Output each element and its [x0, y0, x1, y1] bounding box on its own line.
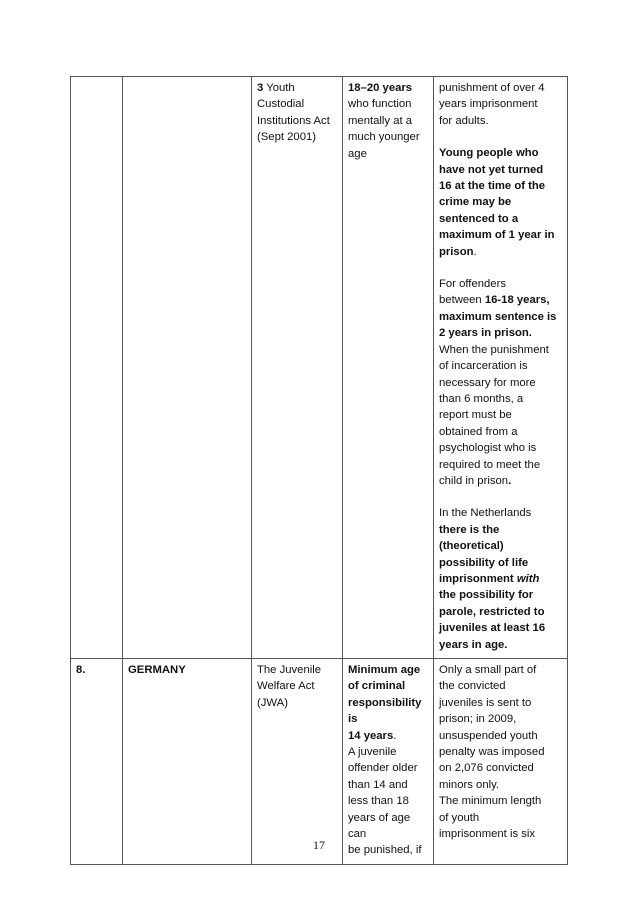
text-line: of incarceration is — [439, 360, 528, 373]
bold-line: . — [508, 474, 512, 487]
punishment-cell — [434, 659, 568, 865]
bold-line: the possibility for — [439, 589, 534, 602]
bold-line: of criminal — [348, 680, 406, 693]
text-line: years imprisonment — [439, 98, 538, 111]
bold-line: 16-18 years, — [484, 294, 550, 307]
country-cell — [123, 659, 252, 865]
bold-line: there is the — [439, 523, 500, 536]
text-line: be punished, if — [348, 844, 422, 857]
text-line: offender older — [348, 762, 418, 775]
text-line: on 2,076 convicted — [439, 762, 534, 775]
text-line: unsuspended youth — [439, 729, 538, 742]
text-line: between — [439, 294, 485, 307]
age-line: mentally at a — [348, 114, 413, 127]
text-line: psychologist who is — [439, 442, 537, 455]
text-line: report must be — [439, 409, 512, 422]
text-line: imprisonment is six — [439, 828, 536, 841]
row-number-cell — [71, 77, 123, 659]
age-cell — [343, 77, 434, 659]
text-line: For offenders — [439, 278, 506, 291]
row-number-cell — [71, 659, 123, 865]
country-name: GERMANY — [128, 664, 186, 676]
punishment-cell — [434, 77, 568, 659]
text-line: punishment of over 4 — [439, 82, 545, 94]
text-line: . — [473, 245, 477, 258]
bold-line: (theoretical) — [439, 540, 504, 553]
act-line: Custodial — [257, 98, 305, 111]
text-line: A juvenile — [348, 746, 397, 759]
text-line: prison; in 2009, — [439, 713, 517, 726]
bold-line: Young people who — [439, 147, 539, 160]
table-row — [71, 659, 568, 865]
text-line: necessary for more — [439, 376, 536, 389]
table-row — [71, 77, 568, 659]
act-line: (JWA) — [257, 696, 288, 709]
act-line: (Sept 2001) — [257, 131, 317, 144]
country-cell — [123, 77, 252, 659]
age-line: who function — [348, 98, 412, 111]
bold-line: possibility of life — [439, 556, 529, 569]
text-line: Only a small part of — [439, 664, 537, 676]
text-line: The minimum length — [439, 795, 542, 808]
act-line: Welfare Act — [257, 680, 315, 693]
text-line: than 14 and — [348, 778, 408, 791]
bold-line: maximum of 1 year in — [439, 229, 555, 242]
legal-comparison-table — [70, 76, 568, 865]
text-line: required to meet the — [439, 458, 541, 471]
bold-line: sentenced to a — [439, 212, 519, 225]
bold-line: 14 years — [348, 729, 394, 742]
text-line: child in prison — [439, 474, 509, 487]
text-line: penalty was imposed — [439, 746, 545, 759]
text-line: can — [348, 828, 367, 841]
age-cell — [343, 659, 434, 865]
act-line: The Juvenile — [257, 664, 322, 676]
row-number: 8. — [76, 664, 86, 676]
bold-line: responsibility is — [348, 696, 422, 726]
bold-line: have not yet turned — [439, 163, 544, 176]
age-line: age — [348, 147, 367, 160]
text-line: When the punishment — [439, 343, 549, 356]
text-line: of youth — [439, 811, 480, 824]
text-line: less than 18 — [348, 795, 409, 808]
text-line: than 6 months, a — [439, 392, 524, 405]
act-cell — [252, 77, 343, 659]
act-line: Youth — [263, 82, 295, 94]
text-line: years of age — [348, 811, 411, 824]
bold-line: 2 years in prison. — [439, 327, 532, 340]
text-line: In the Netherlands — [439, 507, 532, 520]
text-line: obtained from a — [439, 425, 518, 438]
bold-line: 16 at the time of the — [439, 180, 546, 193]
text-line: for adults. — [439, 114, 489, 127]
bold-line: Minimum age — [348, 664, 421, 676]
bold-line: imprisonment — [439, 572, 517, 585]
act-number: 3 — [257, 82, 264, 94]
bold-line: years in age. — [439, 638, 508, 651]
bold-line: parole, restricted to — [439, 605, 545, 618]
age-range: 18–20 years — [348, 82, 413, 94]
text-line: . — [393, 729, 397, 742]
bold-line: prison — [439, 245, 474, 258]
bold-italic-word: with — [516, 572, 540, 585]
text-line: minors only. — [439, 778, 500, 791]
text-line: juveniles is sent to — [439, 696, 532, 709]
bold-line: juveniles at least 16 — [439, 622, 546, 635]
bold-line: maximum sentence is — [439, 310, 557, 323]
page-number: 17 — [313, 838, 325, 852]
age-line: much younger — [348, 131, 420, 144]
text-line: the convicted — [439, 680, 506, 693]
bold-line: crime may be — [439, 196, 512, 209]
act-line: Institutions Act — [257, 114, 330, 127]
act-cell — [252, 659, 343, 865]
